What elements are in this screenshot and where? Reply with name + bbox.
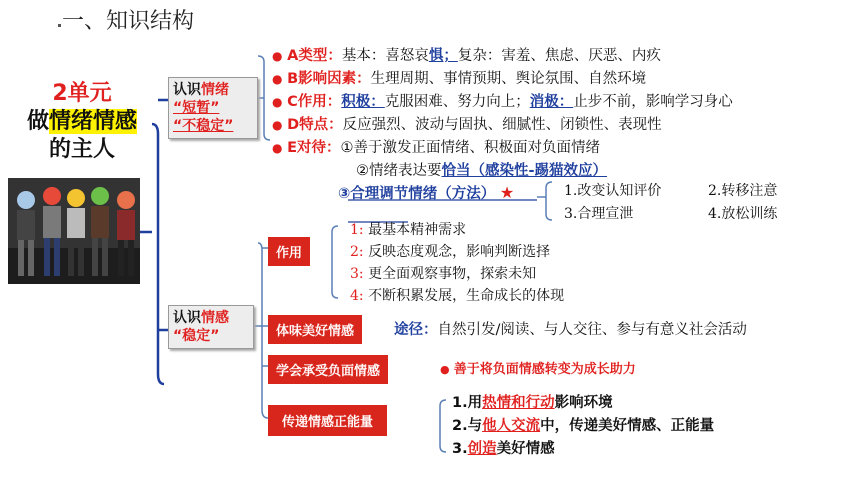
method-distraction: 2.转移注意 (708, 183, 778, 199)
item-label: C作用： (287, 94, 342, 110)
role-text: 反映态度观念，影响判断选择 (368, 244, 551, 260)
expression-highlight: 恰当（感染性-踢猫效应） (441, 163, 608, 179)
emotion-regulation-line (338, 182, 514, 203)
item-text: 生理周期、事情预期、舆论氛围、自然环境 (370, 71, 647, 87)
understand-feeling-title (173, 309, 249, 327)
path-label: 途径： (394, 322, 438, 338)
positive-text: 克服困难、努力向上； (384, 94, 530, 110)
section-heading: 一、知识结构 (62, 9, 195, 34)
pass-suffix: 中，传递美好情感、正能量 (540, 418, 715, 434)
item-label: D特点： (287, 117, 343, 133)
emotion-item-b (272, 67, 646, 88)
emotion-expression-line (356, 159, 607, 180)
method-relaxation: 4.放松训练 (708, 206, 778, 222)
role-item-3 (350, 263, 536, 283)
bullet-icon: ● (272, 141, 283, 155)
item-label: B影响因素： (287, 71, 371, 87)
item-text: 反应强烈、波动与固执、细腻性、闭锁性、表现性 (342, 117, 662, 133)
role-text: 最基本精神需求 (368, 222, 467, 238)
role-item-4 (350, 285, 564, 305)
emotion-trait-short: “短暂” (173, 100, 220, 116)
bullet-icon: ● (272, 95, 283, 109)
pass-item-1 (452, 391, 613, 412)
method-cognition: 1.改变认知评价 (564, 183, 662, 199)
role-number: 1: (350, 222, 364, 238)
expression-prefix: ②情绪表达要 (356, 163, 442, 179)
pass-prefix: 1.用 (452, 395, 483, 411)
bullet-icon: ● (272, 49, 283, 63)
understand-emotion-box (168, 77, 258, 139)
item-highlight: 惧； (428, 48, 458, 64)
item-text: ①善于激发正面情绪、积极面对负面情绪 (340, 140, 600, 156)
pass-item-2 (452, 414, 714, 435)
feeling-role-label: 作用 (268, 237, 310, 266)
item-text: 基本：喜怒哀 (341, 48, 429, 64)
pass-highlight: 热情和行动 (482, 395, 555, 411)
role-number: 4: (350, 288, 364, 304)
pass-energy-label: 传递情感正能量 (268, 405, 387, 436)
item-label: E对待： (287, 140, 341, 156)
pass-suffix: 影响环境 (554, 395, 613, 411)
emotion-item-c (272, 90, 733, 111)
unit-title-do: 做 (26, 109, 49, 134)
box-prefix: 认识 (173, 82, 201, 98)
pass-item-3 (452, 437, 555, 458)
regulation-text: ③合理调节情绪（方法） (338, 186, 496, 202)
experience-path-line (394, 318, 747, 339)
pass-suffix: 美好情感 (496, 441, 555, 457)
role-text: 不断积累发展，生命成长的体现 (368, 288, 565, 304)
pass-prefix: 2.与 (452, 418, 483, 434)
experience-feeling-label: 体味美好情感 (268, 315, 362, 344)
bullet-icon: ● (440, 363, 450, 376)
bullet-icon: ● (272, 118, 283, 132)
path-text: 自然引发/阅读、与人交往、参与有意义社会活动 (437, 322, 747, 338)
pass-highlight: 创造 (467, 441, 497, 457)
unit-title-line3: 的主人 (48, 137, 115, 162)
emotion-item-d (272, 113, 662, 134)
role-text: 更全面观察事物，探索未知 (368, 266, 537, 282)
box-prefix: 认识 (173, 310, 201, 326)
negative-advice-line (440, 358, 636, 377)
method-venting: 3.合理宣泄 (564, 206, 634, 222)
role-item-1 (350, 219, 466, 239)
pass-highlight: 他人交流 (482, 418, 541, 434)
understand-feeling-box (168, 305, 254, 349)
role-item-2 (350, 241, 550, 261)
emotion-trait-unstable: “不稳定” (173, 118, 234, 134)
feeling-trait-stable: “稳定” (173, 328, 220, 344)
box-keyword-feeling: 情感 (201, 310, 229, 326)
unit-title-emotion-feeling: 情绪情感 (49, 109, 138, 134)
bear-negative-label: 学会承受负面情感 (268, 355, 388, 384)
understand-emotion-title (173, 81, 253, 99)
pass-prefix: 3. (452, 441, 468, 457)
emotion-item-a (272, 44, 661, 65)
positive-label: 积极： (341, 94, 385, 110)
item-text-rest: 复杂：害羞、焦虑、厌恶、内疚 (457, 48, 661, 64)
role-number: 2: (350, 244, 364, 260)
box-keyword-emotion: 情绪 (201, 82, 229, 98)
negative-advice-text: 善于将负面情感转变为成长助力 (453, 362, 636, 377)
unit-title-line1: 2单元 (52, 81, 112, 106)
star-icon: ★ (499, 183, 515, 202)
negative-label: 消极： (529, 94, 574, 110)
item-label: A类型： (287, 48, 342, 64)
negative-text: 止步不前，影响学习身心 (573, 94, 733, 110)
emotion-item-e (272, 136, 600, 157)
role-number: 3: (350, 266, 364, 282)
bullet-icon: ● (272, 72, 283, 86)
